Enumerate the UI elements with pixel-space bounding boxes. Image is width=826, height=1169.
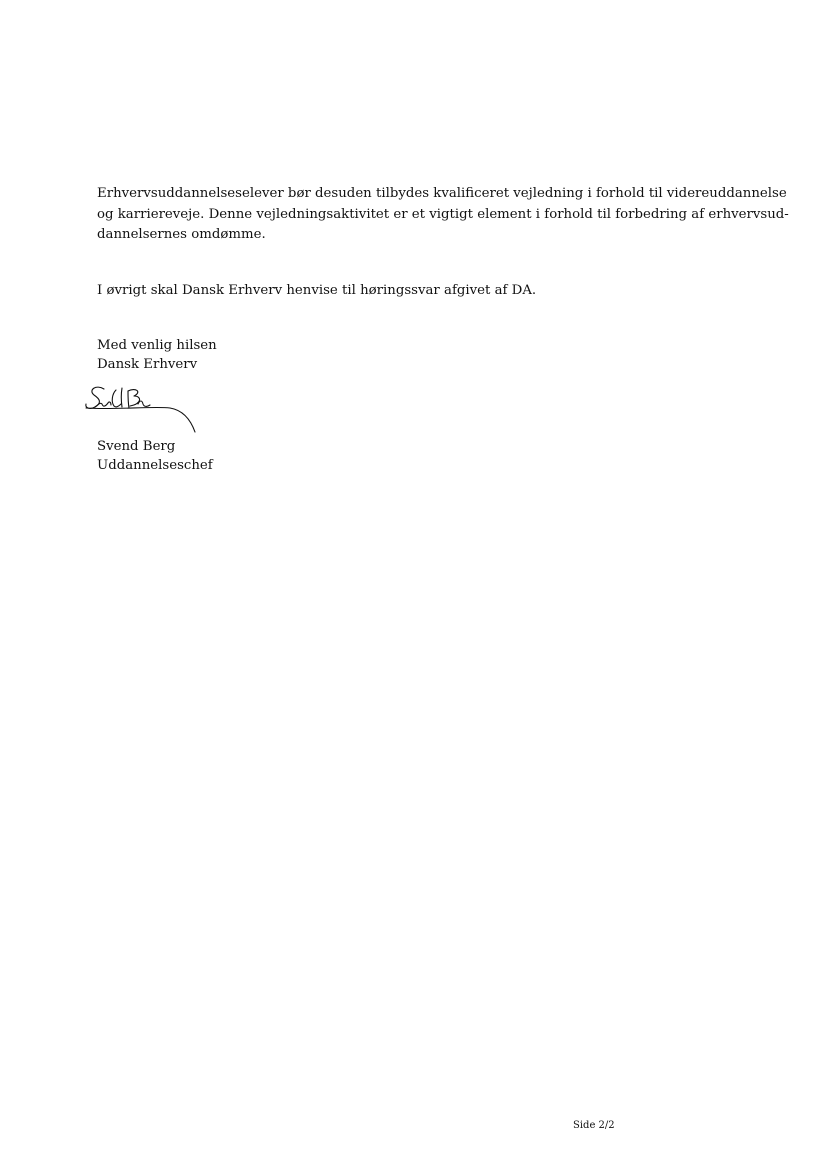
signer-name: Svend Berg: [97, 439, 176, 454]
closing-organization: Dansk Erhverv: [97, 357, 198, 372]
body-paragraph-vejledning: [97, 184, 789, 246]
handwritten-signature: [84, 380, 204, 438]
body-paragraph-hoeringssvar: I øvrigt skal Dansk Erhverv henvise til høringssvar afgivet af DA.: [97, 283, 537, 298]
paragraph-line: Erhvervsuddannelseselever bør desuden tilbydes kvalificeret vejledning i forhold til videreuddannelse: [97, 186, 787, 201]
signer-block: [97, 437, 213, 475]
signer-title: Uddannelseschef: [97, 458, 213, 473]
paragraph-line: dannelsernes omdømme.: [97, 227, 266, 242]
paragraph-line: og karriereveje. Denne vejledningsaktivitet er et vigtigt element i forhold til forbedring af erhvervsud-: [97, 206, 789, 222]
closing-block: [97, 336, 217, 374]
page-number: Side 2/2: [573, 1120, 615, 1131]
closing-greeting: Med venlig hilsen: [97, 338, 217, 353]
